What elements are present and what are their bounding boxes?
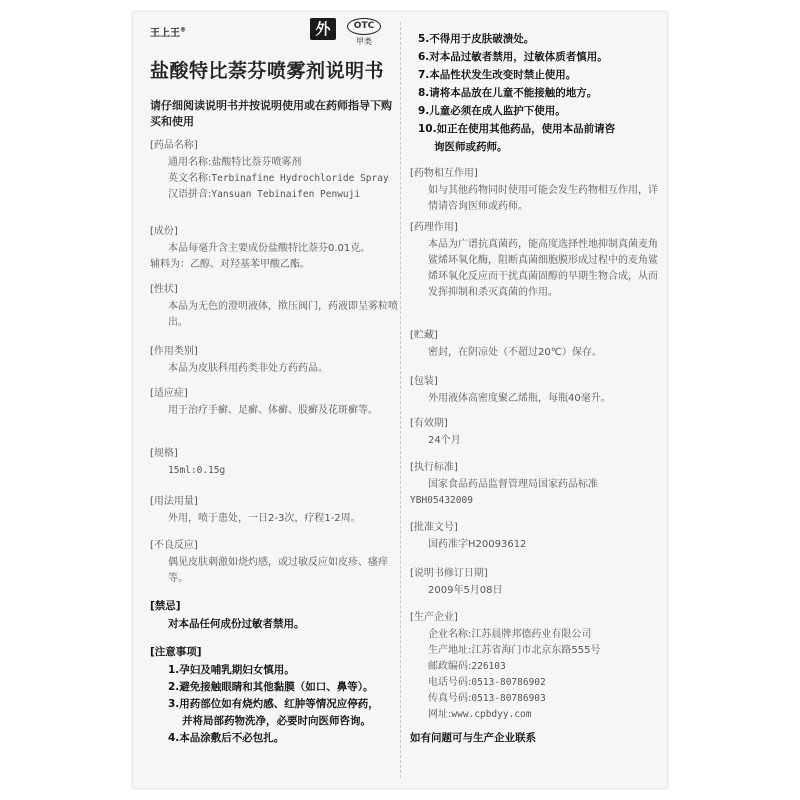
storage-text: 密封，在阴凉处（不超过20℃）保存。 — [428, 347, 602, 358]
company-name-key: 企业名称: — [428, 629, 472, 640]
pharmacology-text: 本品为广谱抗真菌药，能高度选择性地抑制真菌麦角鲨烯环氧化酶，阻断真菌细胞膜形成过程中的麦角鲨烯环氧化反应而干扰真菌固醇的早期生物合成，从而发挥抑制和杀灭真菌的作用。 — [428, 239, 658, 298]
section-storage — [410, 328, 662, 361]
section-title: [药物相互作用] — [410, 168, 478, 179]
section-interactions — [410, 166, 662, 215]
pinyin-value: Yansuan Tebinaifen Penwuji — [211, 189, 361, 200]
otc-class: 甲类 — [356, 37, 372, 46]
section-standard — [410, 460, 662, 509]
address-value: 江苏省海门市北京东路555号 — [471, 645, 601, 656]
section-title: [禁忌] — [150, 600, 181, 612]
spec-text: 15ml:0.15g — [168, 465, 226, 476]
section-title: [性状] — [150, 284, 178, 295]
otc-oval: OTC — [347, 18, 381, 35]
section-indications — [150, 386, 400, 419]
section-drug-name — [150, 138, 400, 203]
section-packaging — [410, 374, 662, 407]
precaution-item: 2.避免接触眼睛和其他黏膜（如口、鼻等）。 — [168, 681, 374, 693]
section-title: [执行标准] — [410, 462, 458, 473]
section-title: [包装] — [410, 376, 438, 387]
excipients-line: 辅料为：乙醇、对羟基苯甲酸乙酯。 — [150, 259, 310, 270]
approval-text: 国药准字H20093612 — [428, 539, 527, 550]
packaging-text: 外用液体高密度聚乙烯瓶，每瓶40毫升。 — [428, 393, 611, 404]
zip-value: 226103 — [471, 661, 506, 672]
section-category — [150, 344, 400, 377]
section-ingredients — [150, 224, 400, 273]
precaution-item-continued: 询医师或药师。 — [434, 141, 508, 153]
section-title: [用法用量] — [150, 496, 198, 507]
contact-note: 如有问题可与生产企业联系 — [410, 732, 536, 744]
website-key: 网址: — [428, 709, 452, 720]
section-title: [不良反应] — [150, 540, 198, 551]
precaution-item: 5.不得用于皮肤破溃处。 — [418, 33, 535, 45]
section-pharmacology — [410, 220, 662, 301]
section-title: [批准文号] — [410, 522, 458, 533]
section-spec — [150, 446, 400, 479]
tel-value: 0513-80786902 — [471, 677, 546, 688]
standard-code: YBH05432009 — [410, 495, 473, 506]
section-title: [药品名称] — [150, 140, 198, 151]
section-title: [贮藏] — [410, 330, 438, 341]
ingredients-line: 本品每毫升含主要成份盐酸特比萘芬0.01克。 — [168, 243, 371, 254]
properties-text: 本品为无色的澄明液体，揿压阀门，药液即呈雾粒喷出。 — [168, 301, 398, 328]
address-key: 生产地址: — [428, 645, 472, 656]
dosage-text: 外用，喷于患处，一日2-3次，疗程1-2周。 — [168, 513, 361, 524]
column-divider — [400, 22, 401, 778]
section-contraindications — [150, 598, 400, 633]
section-title: [成份] — [150, 226, 178, 237]
precaution-item: 10.如正在使用其他药品，使用本品前请咨 — [418, 123, 616, 135]
precaution-item-continued: 并将局部药物洗净，必要时向医师咨询。 — [182, 715, 371, 727]
english-name-value: Terbinafine Hydrochloride Spray — [211, 173, 389, 184]
category-text: 本品为皮肤科用药类非处方药药品。 — [168, 363, 328, 374]
section-title: [有效期] — [410, 418, 448, 429]
website-value: www.cpbdyy.com — [451, 709, 532, 720]
precaution-item: 1.孕妇及哺乳期妇女慎用。 — [168, 664, 295, 676]
leaflet-title: 盐酸特比萘芬喷雾剂说明书 — [150, 60, 385, 82]
section-properties — [150, 282, 400, 331]
english-name-key: 英文名称: — [168, 173, 212, 184]
standard-text: 国家食品药品监督管理局国家药品标准 — [428, 479, 598, 490]
section-title: [规格] — [150, 448, 178, 459]
section-title: [生产企业] — [410, 612, 458, 623]
section-title: [说明书修订日期] — [410, 568, 488, 579]
fax-key: 传真号码: — [428, 693, 472, 704]
tel-key: 电话号码: — [428, 677, 472, 688]
section-title: [药理作用] — [410, 222, 458, 233]
otc-badge — [346, 18, 382, 47]
adverse-text: 偶见皮肤刺激如烧灼感，或过敏反应如皮疹、瘙痒等。 — [168, 557, 388, 584]
brand-logo: 王上王® — [150, 26, 186, 39]
pinyin-key: 汉语拼音: — [168, 189, 212, 200]
indications-text: 用于治疗手癣、足癣、体癣、股癣及花斑癣等。 — [168, 405, 378, 416]
section-manufacturer — [410, 610, 662, 723]
precaution-item: 7.本品性状发生改变时禁止使用。 — [418, 69, 577, 81]
precaution-item: 3.用药部位如有烧灼感、红肿等情况应停药， — [168, 698, 379, 710]
zip-key: 邮政编码: — [428, 661, 472, 672]
section-validity — [410, 416, 662, 449]
generic-name-value: 盐酸特比萘芬喷雾剂 — [211, 157, 302, 168]
precaution-item: 6.对本品过敏者禁用，过敏体质者慎用。 — [418, 51, 608, 63]
revision-text: 2009年5月08日 — [428, 585, 503, 596]
precaution-item: 8.请将本品放在儿童不能接触的地方。 — [418, 87, 598, 99]
interactions-text: 如与其他药物同时使用可能会发生药物相互作用，详情请咨询医师或药师。 — [428, 185, 658, 212]
company-name-value: 江苏晨牌邦德药业有限公司 — [471, 629, 592, 640]
validity-text: 24个月 — [428, 435, 461, 446]
precaution-item: 4.本品涂敷后不必包扎。 — [168, 732, 285, 744]
section-precautions — [150, 644, 400, 747]
fax-value: 0513-80786903 — [471, 693, 546, 704]
section-adverse — [150, 538, 400, 587]
section-title: [适应症] — [150, 388, 188, 399]
section-title: [作用类别] — [150, 346, 198, 357]
section-dosage — [150, 494, 400, 527]
advisory-text: 请仔细阅读说明书并按说明使用或在药师指导下购买和使用 — [150, 99, 392, 128]
precautions-continued — [410, 30, 662, 156]
section-title: [注意事项] — [150, 646, 202, 658]
contraindications-text: 对本品任何成份过敏者禁用。 — [168, 618, 305, 630]
section-revision — [410, 566, 662, 599]
generic-name-key: 通用名称: — [168, 157, 212, 168]
section-approval — [410, 520, 662, 553]
external-use-badge: 外 — [310, 18, 336, 40]
precaution-item: 9.儿童必须在成人监护下使用。 — [418, 105, 566, 117]
